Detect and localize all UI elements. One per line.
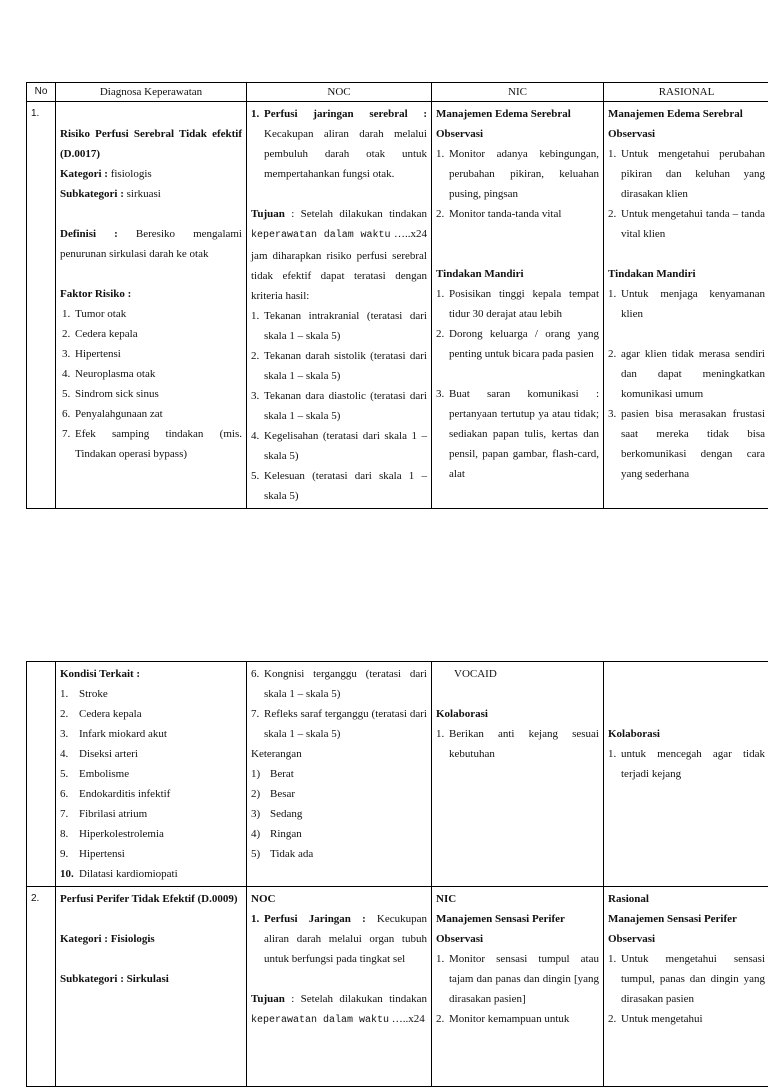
list-item: 4. Neuroplasma otak [62,364,242,384]
list-item: 3. Buat saran komunikasi : pertanyaan tertutup ya atau tidak; sediakan papan tulis, kertas dan pensil, papan gambar, flash-card, alat [436,384,599,484]
noc-head-2: NOC [251,889,427,909]
care-plan-table-2 [26,661,768,1087]
header-diagnosa: Diagnosa Keperawatan [56,83,247,102]
rasional-title: Manajemen Edema Serebral [608,104,765,124]
list-item: 2. agar klien tidak merasa sendiri dan dapat meningkatkan komunikasi umum [608,344,765,404]
list-item: 9. Hipertensi [60,844,242,864]
row-number: 2. [27,887,56,1087]
noc-kriteria-list [251,306,427,506]
nic-head-2: NIC [436,889,599,909]
list-item: 8. Hiperkolestrolemia [60,824,242,844]
rasional-observasi-list-2 [608,949,765,1029]
care-plan-table-1 [26,82,768,509]
list-item: 2. Untuk mengetahui tanda – tanda vital klien [608,204,765,244]
diagnosa-title-2: Perfusi Perifer Tidak Efektif (D.0009) [60,889,242,909]
kategori-line: Kategori : fisiologis [60,164,242,184]
nic-observasi: Observasi [436,124,599,144]
rasional-title-2: Manajemen Sensasi Perifer [608,909,765,929]
nic-cell [432,102,604,509]
list-item: 6. Penyalahgunaan zat [62,404,242,424]
rasional-cell-2 [604,887,768,1087]
list-item: 10. Dilatasi kardiomiopati [60,864,242,884]
nic-cell-cont [432,662,604,887]
table-row [27,662,768,887]
diagnosa-title: Risiko Perfusi Serebral Tidak efektif (D.0017) [60,124,242,164]
kondisi-list [60,684,242,884]
list-item: 2. Cedera kepala [62,324,242,344]
list-item: 1. untuk mencegah agar tidak terjadi kejang [608,744,765,784]
nic-observasi-list [436,144,599,224]
subkategori-line: Subkategori : sirkuasi [60,184,242,204]
list-item: 5. Embolisme [60,764,242,784]
kondisi-cell [56,662,247,887]
list-item: 5) Tidak ada [251,844,427,864]
nic-kolaborasi-title: Kolaborasi [436,704,599,724]
nic-continued-text: VOCAID [436,664,599,684]
list-item: 2. Dorong keluarga / orang yang penting untuk bicara pada pasien [436,324,599,364]
list-item: 1. Tekanan intrakranial (teratasi dari skala 1 – skala 5) [251,306,427,346]
list-item: 4. Kegelisahan (teratasi dari skala 1 – skala 5) [251,426,427,466]
kondisi-title: Kondisi Terkait : [60,664,242,684]
diagnosa-cell-2 [56,887,247,1087]
list-item: 1. Untuk mengetahui perubahan pikiran dan keluhan yang dirasakan klien [608,144,765,204]
list-item: 7. Refleks saraf terganggu (teratasi dari skala 1 – skala 5) [251,704,427,744]
list-item: 7. Fibrilasi atrium [60,804,242,824]
list-item: 2. Monitor tanda-tanda vital [436,204,599,224]
list-item: 3. Hipertensi [62,344,242,364]
rasional-kolaborasi-title: Kolaborasi [608,724,765,744]
list-item: 1. Monitor sensasi tumpul atau tajam dan panas dan dingin [yang dirasakan pasien] [436,949,599,1009]
keterangan-label: Keterangan [251,744,427,764]
list-item: 3. Infark miokard akut [60,724,242,744]
list-item: 3) Sedang [251,804,427,824]
noc-item-2: 1. Perfusi Jaringan : Kecukupan aliran darah melalui organ tubuh untuk berfungsi pada tingkat sel [251,909,427,969]
skala-list [251,764,427,864]
list-item: 2. Monitor kemampuan untuk [436,1009,599,1029]
rasional-mandiri-list [608,284,765,484]
list-item: 6. Endokarditis infektif [60,784,242,804]
noc-item: 1. Perfusi jaringan serebral : Kecakupan aliran darah melalui pembuluh darah otak untuk mempertahankan fungsi otak. [251,104,427,184]
list-item: 4) Ringan [251,824,427,844]
list-item: 2. Cedera kepala [60,704,242,724]
nic-observasi-list-2 [436,949,599,1029]
rasional-observasi-2: Observasi [608,929,765,949]
list-item: 5. Sindrom sick sinus [62,384,242,404]
noc-cell-2 [247,887,432,1087]
list-item: 1. Untuk mengetahui sensasi tumpul, panas dan dingin yang dirasakan pasien [608,949,765,1009]
list-item: 2. Untuk mengetahui [608,1009,765,1029]
list-item: 1. Untuk menjaga kenyamanan klien [608,284,765,324]
list-item: 1. Tumor otak [62,304,242,324]
rasional-mandiri-title: Tindakan Mandiri [608,264,765,284]
nic-mandiri-title: Tindakan Mandiri [436,264,599,284]
noc-tujuan: Tujuan : Setelah dilakukan tindakan keperawatan dalam waktu …..x24 jam diharapkan risiko perfusi serebral tidak efektif dapat teratasi dengan kriteria hasil: [251,204,427,306]
list-item: 2. Tekanan darah sistolik (teratasi dari skala 1 – skala 5) [251,346,427,386]
table-row [27,102,768,509]
header-nic: NIC [432,83,604,102]
table-row [27,887,768,1087]
definisi-text: Definisi : Beresiko mengalami penurunan sirkulasi darah ke otak [60,224,242,264]
list-item: 1. Monitor adanya kebingungan, perubahan pikiran, keluahan pusing, pingsan [436,144,599,204]
nic-observasi-2: Observasi [436,929,599,949]
list-item: 1) Berat [251,764,427,784]
rasional-observasi-list [608,144,765,244]
nic-title-2: Manajemen Sensasi Perifer [436,909,599,929]
list-item: 7. Efek samping tindakan (mis. Tindakan operasi bypass) [62,424,242,464]
list-item: 1. Berikan anti kejang sesuai kebutuhan [436,724,599,764]
list-item: 3. Tekanan dara diastolic (teratasi dari skala 1 – skala 5) [251,386,427,426]
list-item: 6. Kongnisi terganggu (teratasi dari skala 1 – skala 5) [251,664,427,704]
noc-tujuan-2: Tujuan : Setelah dilakukan tindakan keperawatan dalam waktu …..x24 [251,989,427,1031]
rasional-head-2: Rasional [608,889,765,909]
table-header-row [27,83,768,102]
header-rasional: RASIONAL [604,83,768,102]
row-number: 1. [27,102,56,509]
noc-cell [247,102,432,509]
nic-kolaborasi-list [436,724,599,764]
header-no: No [27,83,56,102]
faktor-risiko-list [60,304,242,464]
diagnosa-cell [56,102,247,509]
row-number-empty [27,662,56,887]
subkategori-line-2: Subkategori : Sirkulasi [60,969,242,989]
header-noc: NOC [247,83,432,102]
list-item: 4. Diseksi arteri [60,744,242,764]
nic-title: Manajemen Edema Serebral [436,104,599,124]
list-item: 3. pasien bisa merasakan frustasi saat mereka tidak bisa berkomunikasi dengan cara yang sederhana [608,404,765,484]
list-item: 2) Besar [251,784,427,804]
noc-cell-cont [247,662,432,887]
list-item: 5. Kelesuan (teratasi dari skala 1 – skala 5) [251,466,427,506]
nic-mandiri-list [436,284,599,484]
nic-cell-2 [432,887,604,1087]
list-item: 1. Posisikan tinggi kepala tempat tidur 30 derajat atau lebih [436,284,599,324]
list-item: 1. Stroke [60,684,242,704]
rasional-cell [604,102,768,509]
rasional-observasi: Observasi [608,124,765,144]
rasional-cell-cont [604,662,768,887]
noc-kriteria-list-cont [251,664,427,744]
faktor-risiko-title: Faktor Risiko : [60,284,242,304]
rasional-kolaborasi-list [608,744,765,784]
kategori-line-2: Kategori : Fisiologis [60,929,242,949]
